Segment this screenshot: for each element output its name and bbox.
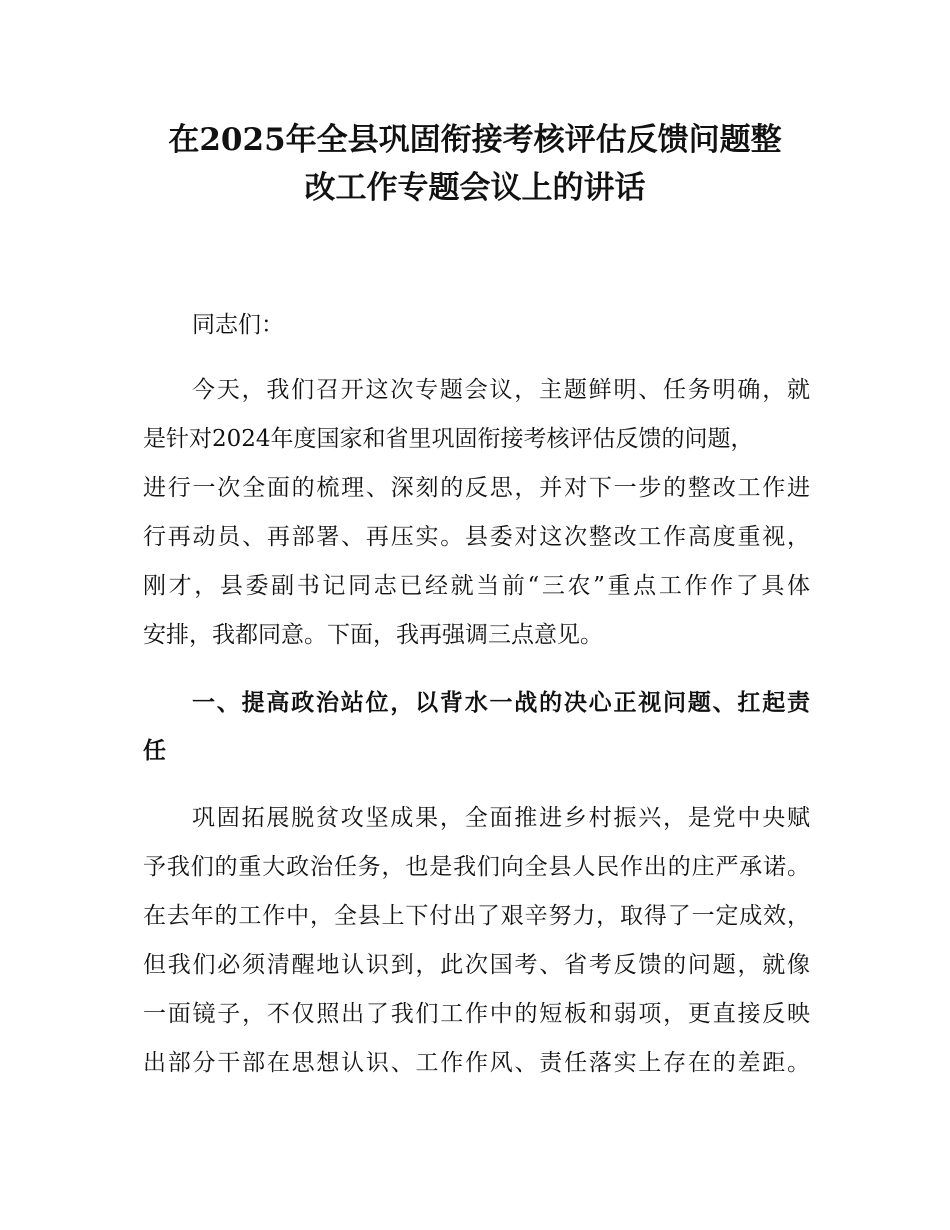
section-heading: 一、提高政治站位，以背水一战的决心正视问题、扛起责: [192, 689, 810, 716]
paragraph-line: 巩固拓展脱贫攻坚成果，全面推进乡村振兴，是党中央赋: [192, 805, 810, 831]
paragraph-line: 安排，我都同意。下面，我再强调三点意见。: [143, 622, 603, 648]
paragraph-line: 行再动员、再部署、再压实。县委对这次整改工作高度重视，: [143, 524, 810, 550]
paragraph-line: 今天，我们召开这次专题会议，主题鲜明、任务明确，就: [192, 377, 810, 403]
document-title-line-1: 在2025年全县巩固衔接考核评估反馈问题整: [168, 122, 782, 158]
paragraph-line: 在去年的工作中，全县上下付出了艰辛努力，取得了一定成效，: [143, 903, 810, 929]
paragraph-line: 进行一次全面的梳理、深刻的反思，并对下一步的整改工作进: [143, 475, 810, 501]
paragraph-line: 予我们的重大政治任务，也是我们向全县人民作出的庄严承诺。: [143, 854, 810, 880]
section-heading: 任: [143, 737, 166, 764]
paragraph-line: 但我们必须清醒地认识到，此次国考、省考反馈的问题，就像: [143, 952, 810, 978]
salutation: 同志们：: [192, 312, 284, 338]
paragraph-line: 一面镜子，不仅照出了我们工作中的短板和弱项，更直接反映: [143, 1001, 810, 1027]
document-title-line-2: 改工作专题会议上的讲话: [304, 170, 646, 206]
paragraph-line: 出部分干部在思想认识、工作作风、责任落实上存在的差距。: [143, 1050, 810, 1076]
paragraph-line: 是针对2024年度国家和省里巩固衔接考核评估反馈的问题，: [143, 426, 754, 452]
paragraph-line: 刚才，县委副书记同志已经就当前“三农”重点工作作了具体: [143, 573, 810, 599]
